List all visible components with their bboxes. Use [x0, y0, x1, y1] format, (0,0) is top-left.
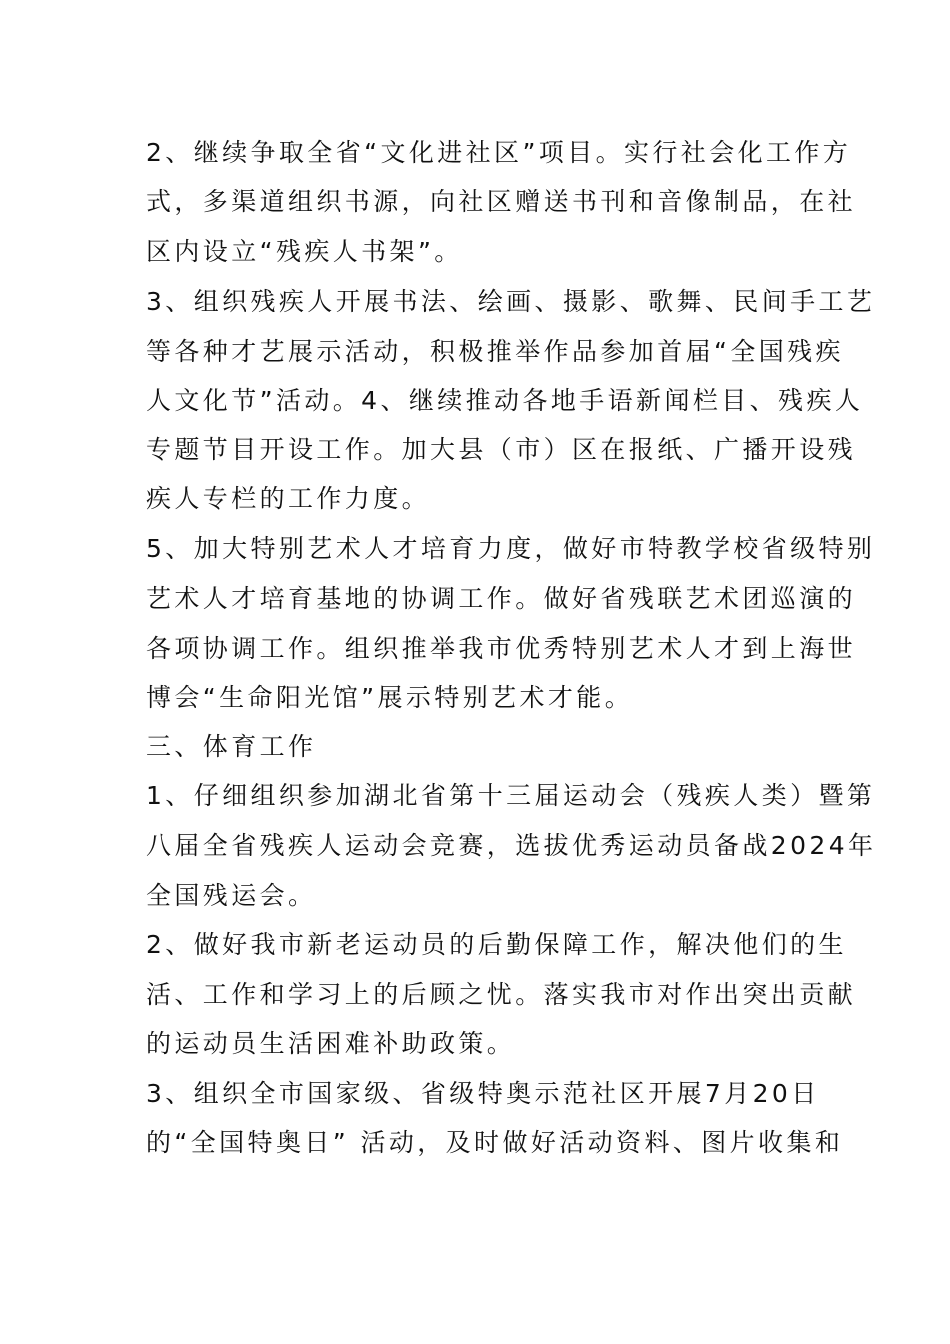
text-line: 专题节目开设工作。加大县（市）区在报纸、广播开设残: [146, 435, 857, 464]
text-line: 等各种才艺展示活动，积极推举作品参加首届“全国残疾: [146, 337, 844, 366]
text-line: 疾人专栏的工作力度。: [146, 484, 431, 513]
text-line: 区内设立“残疾人书架”。: [146, 237, 463, 266]
text-line: 式，多渠道组织书源，向社区赠送书刊和音像制品，在社: [146, 187, 857, 216]
text-line: 博会“生命阳光馆”展示特别艺术才能。: [146, 683, 634, 712]
text-line: 3、组织全市国家级、省级特奥示范社区开展7月20日: [146, 1079, 820, 1108]
text-line: 活、工作和学习上的后顾之忧。落实我市对作出突出贡献: [146, 980, 857, 1009]
text-line: 各项协调工作。组织推举我市优秀特别艺术人才到上海世: [146, 634, 857, 663]
text-line: 1、仔细组织参加湖北省第十三届运动会（残疾人类）暨第: [146, 781, 876, 810]
text-line: 2、继续争取全省“文化进社区”项目。实行社会化工作方: [146, 138, 852, 167]
text-line: 八届全省残疾人运动会竞赛，选拔优秀运动员备战2024年: [146, 831, 877, 860]
text-line: 艺术人才培育基地的协调工作。做好省残联艺术团巡演的: [146, 584, 857, 613]
section-heading: 三、体育工作: [146, 732, 317, 761]
text-line: 2、做好我市新老运动员的后勤保障工作，解决他们的生: [146, 930, 847, 959]
text-line: 人文化节”活动。4、继续推动各地手语新闻栏目、残疾人: [146, 386, 864, 415]
text-line: 3、组织残疾人开展书法、绘画、摄影、歌舞、民间手工艺: [146, 287, 876, 316]
text-line: 的“全国特奥日” 活动，及时做好活动资料、图片收集和: [146, 1128, 844, 1157]
text-line: 的运动员生活困难补助政策。: [146, 1029, 516, 1058]
text-line: 全国残运会。: [146, 881, 317, 910]
text-line: 5、加大特别艺术人才培育力度，做好市特教学校省级特别: [146, 534, 876, 563]
